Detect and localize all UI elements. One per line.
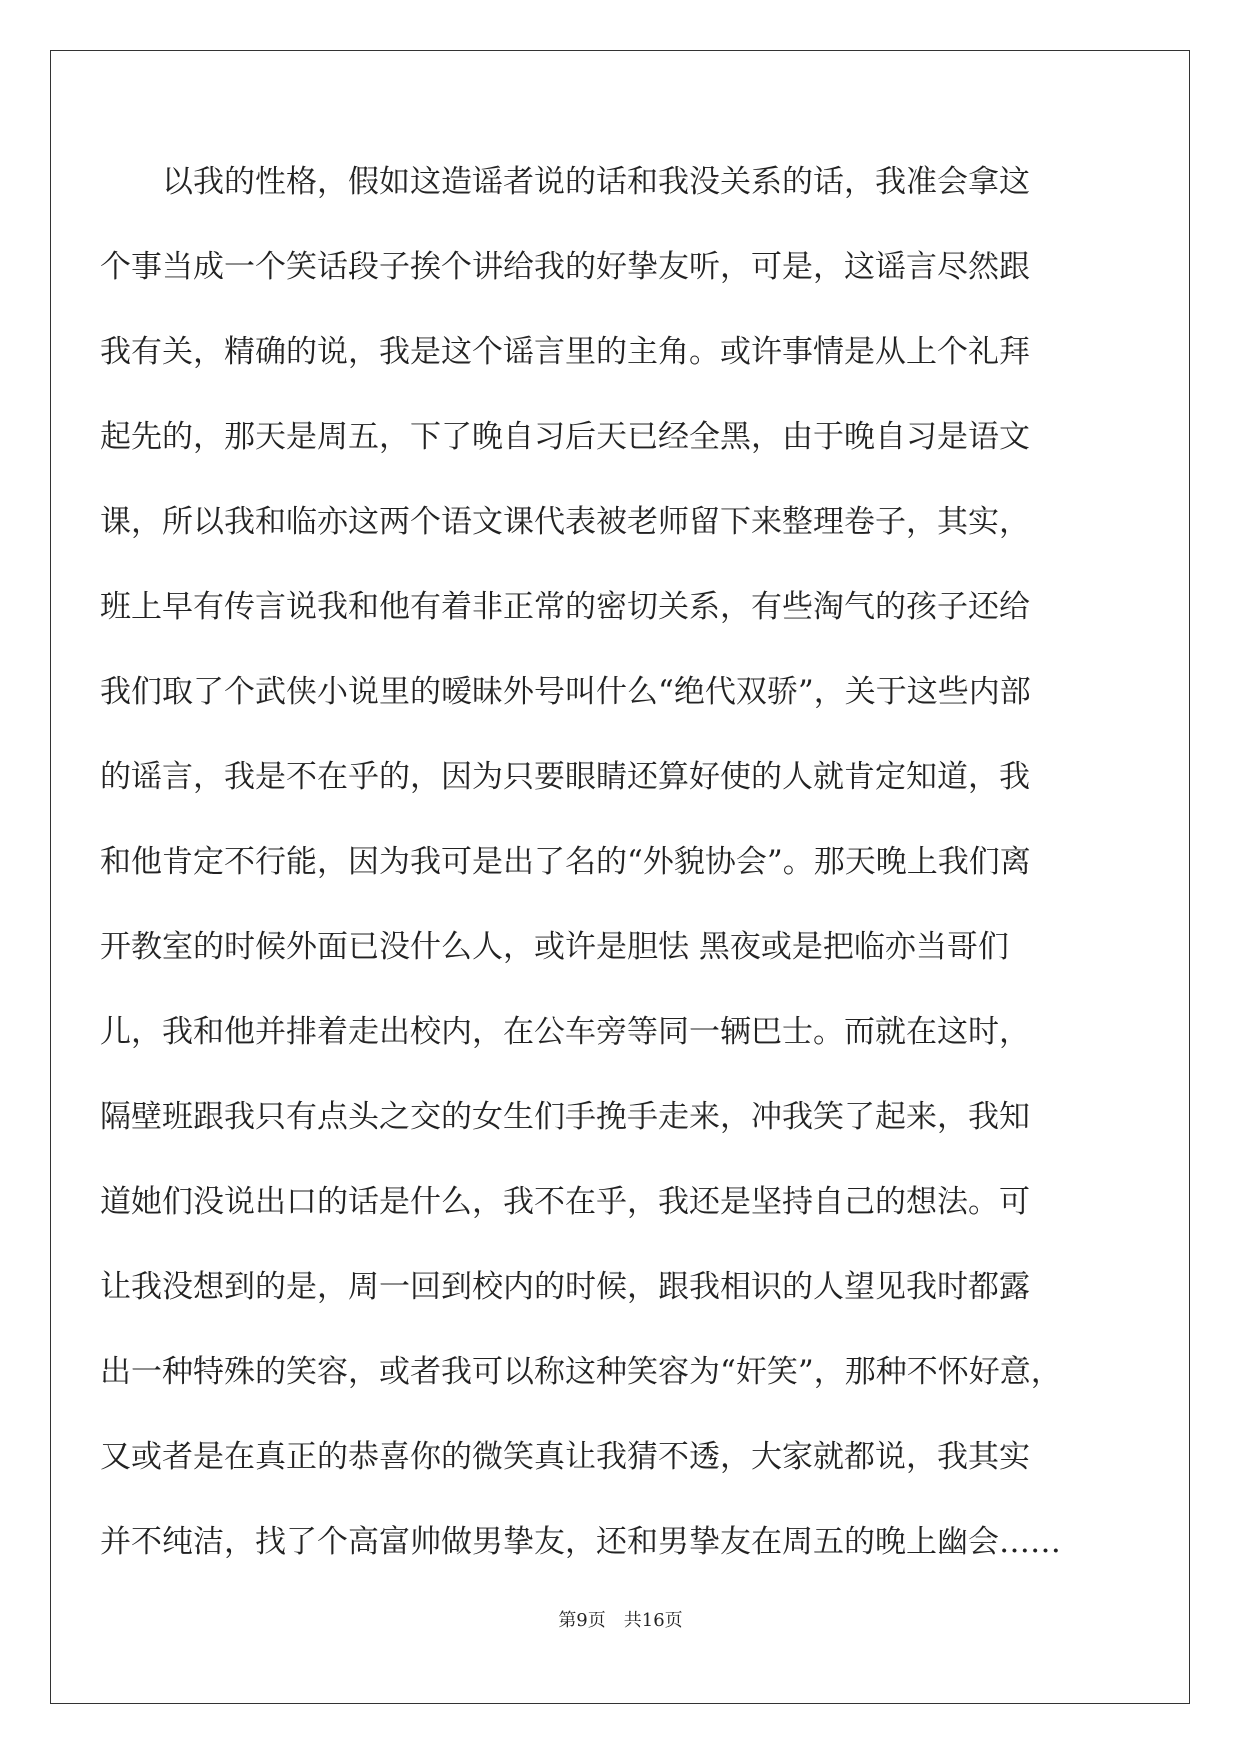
text-line: 和他肯定不行能，因为我可是出了名的“外貌协会”。那天晚上我们离 (100, 844, 1031, 880)
text-line: 起先的，那天是周五，下了晚自习后天已经全黑，由于晚自习是语文 (100, 419, 1030, 455)
text-line: 开教室的时候外面已没什么人，或许是胆怯 黑夜或是把临亦当哥们 (100, 929, 1009, 965)
body-paragraph (100, 140, 1140, 1585)
text-line: 我们取了个武侠小说里的暧昧外号叫什么“绝代双骄”，关于这些内部 (100, 674, 1031, 710)
page-number-footer: 第9页 共16页 (558, 1610, 683, 1631)
text-line: 又或者是在真正的恭喜你的微笑真让我猜不透，大家就都说，我其实 (100, 1439, 1030, 1475)
text-line: 隔壁班跟我只有点头之交的女生们手挽手走来，冲我笑了起来，我知 (100, 1099, 1030, 1135)
text-line: 出一种特殊的笑容，或者我可以称这种笑容为“奸笑”，那种不怀好意， (100, 1354, 1062, 1390)
text-line: 让我没想到的是，周一回到校内的时候，跟我相识的人望见我时都露 (100, 1269, 1030, 1305)
text-line: 的谣言，我是不在乎的，因为只要眼睛还算好使的人就肯定知道，我 (100, 759, 1030, 795)
text-line: 儿，我和他并排着走出校内，在公车旁等同一辆巴士。而就在这时， (100, 1014, 1030, 1050)
text-line: 并不纯洁，找了个高富帅做男挚友，还和男挚友在周五的晚上幽会…… (100, 1524, 1061, 1560)
text-line: 班上早有传言说我和他有着非正常的密切关系，有些淘气的孩子还给 (100, 589, 1030, 625)
text-line: 个事当成一个笑话段子挨个讲给我的好挚友听，可是，这谣言尽然跟 (100, 249, 1030, 285)
text-line: 道她们没说出口的话是什么，我不在乎，我还是坚持自己的想法。可 (100, 1184, 1030, 1220)
text-line: 以我的性格，假如这造谣者说的话和我没关系的话，我准会拿这 (162, 164, 1030, 200)
text-line: 我有关，精确的说，我是这个谣言里的主角。或许事情是从上个礼拜 (100, 334, 1030, 370)
text-line: 课，所以我和临亦这两个语文课代表被老师留下来整理卷子，其实， (100, 504, 1030, 540)
